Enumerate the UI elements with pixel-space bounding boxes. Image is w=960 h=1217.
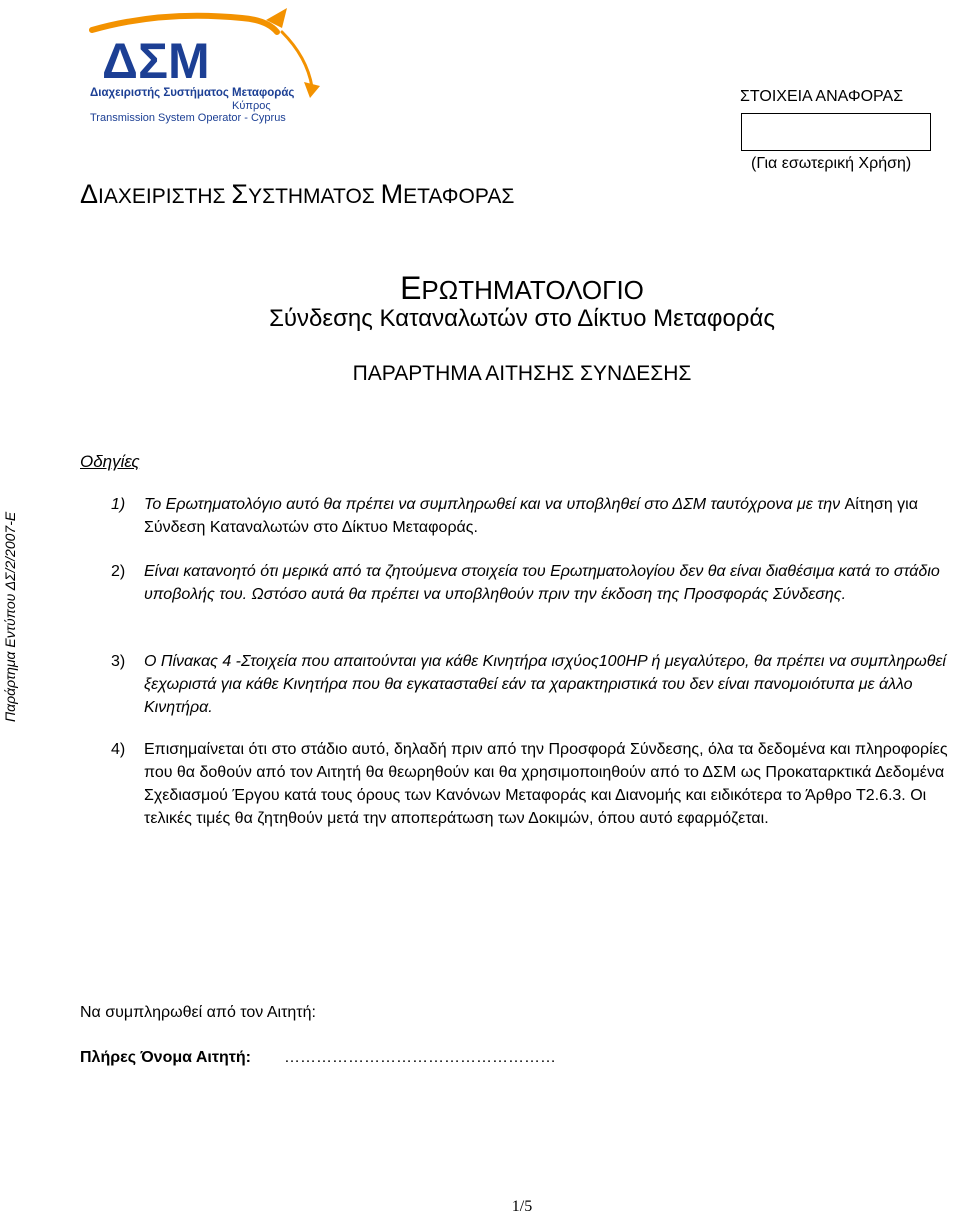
applicant-fill-label: Να συμπληρωθεί από τον Αιτητή: <box>80 1004 316 1021</box>
applicant-name-field[interactable]: …………………………………………… <box>284 1049 556 1066</box>
side-form-label: Παράρτημα Εντύπου ΔΣ/2/2007-Ε <box>2 511 18 722</box>
logo-line3: Transmission System Operator - Cyprus <box>90 112 286 124</box>
reference-label: ΣΤΟΙΧΕΙΑ ΑΝΑΦΟΡΑΣ <box>740 88 904 105</box>
organisation-title: ΔΙΑΧΕΙΡΙΣΤΗΣ ΣΥΣΤΗΜΑΤΟΣ ΜΕΤΑΦΟΡΑΣ <box>80 179 515 209</box>
logo-line2: Κύπρος <box>232 100 271 112</box>
annex-title: ΠΑΡΑΡΤΗΜΑ ΑΙΤΗΣΗΣ ΣΥΝΔΕΣΗΣ <box>352 362 692 385</box>
reference-input-box[interactable] <box>741 113 931 151</box>
page-number: 1/5 <box>511 1198 533 1215</box>
logo-mark: ΔΣΜ <box>102 33 210 89</box>
reference-note: (Για εσωτερική Χρήση) <box>751 155 912 172</box>
instructions-heading: Οδηγίες <box>80 452 140 471</box>
applicant-name-label: Πλήρες Όνομα Αιτητή: <box>80 1049 251 1066</box>
questionnaire-subtitle: Σύνδεσης Καταναλωτών στο Δίκτυο Μεταφοράς <box>269 305 775 332</box>
tso-logo <box>82 2 332 127</box>
logo-line1: Διαχειριστής Συστήματος Μεταφοράς <box>90 87 295 99</box>
questionnaire-title: ΕΡΩΤΗΜΑΤΟΛΟΓΙΟ <box>400 270 644 306</box>
